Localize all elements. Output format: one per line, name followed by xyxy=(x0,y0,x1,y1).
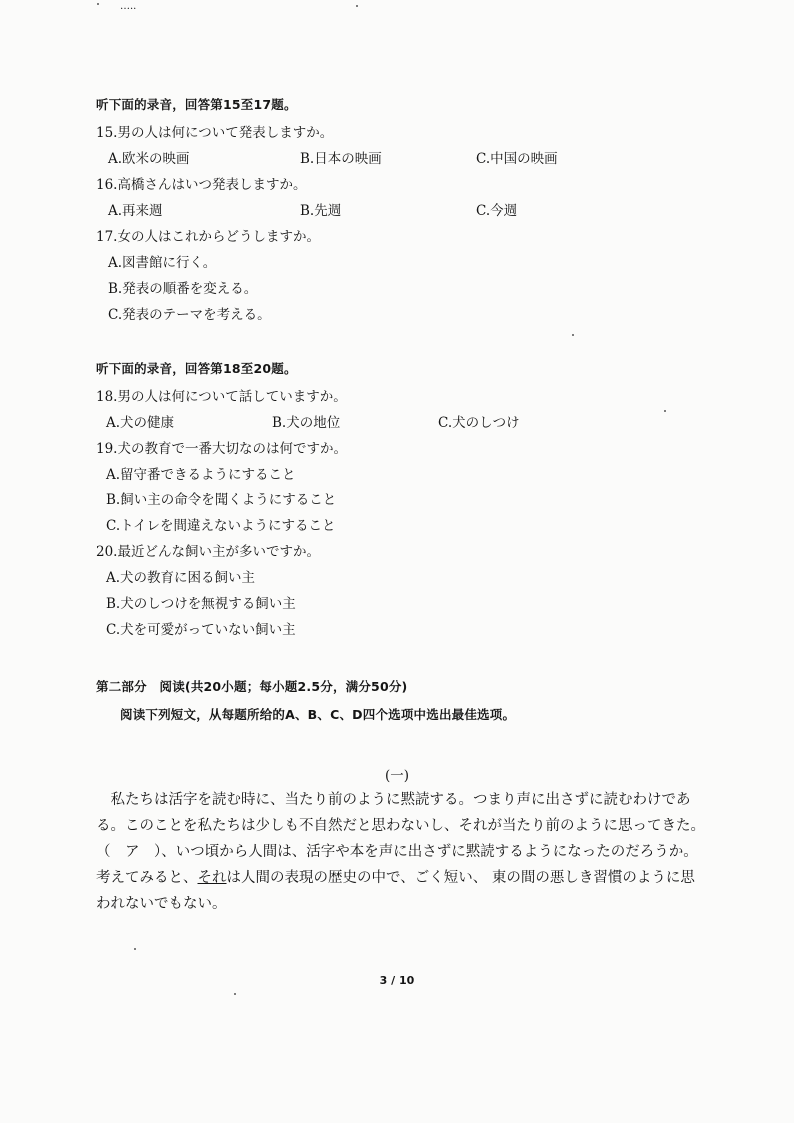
q17-option-c: C.発表のテーマを考える。 xyxy=(108,307,271,323)
part2-heading: 第二部分 阅读(共20小题；每小题2.5分，满分50分) xyxy=(96,679,408,694)
question-15: 15.男の人は何について発表しますか。 xyxy=(96,125,334,141)
q17-option-a: A.図書館に行く。 xyxy=(108,255,217,271)
q16-option-b: B.先週 xyxy=(300,203,342,219)
q18-option-c: C.犬のしつけ xyxy=(438,415,520,431)
passage-paragraph-2 xyxy=(96,839,706,917)
scan-speck xyxy=(572,334,574,336)
q20-option-b: B.犬のしつけを無視する飼い主 xyxy=(106,596,296,612)
paragraph-2-text-a: （ ア ）、いつ頃から人間は、活字や本を声に出さずに黙読するようになったのだろうか。考えてみると、 xyxy=(96,844,698,886)
q20-option-a: A.犬の教育に困る飼い主 xyxy=(106,570,256,586)
q19-option-b: B.飼い主の命令を聞くようにすること xyxy=(106,492,337,508)
paragraph-2-text-b: は人間の表現の歴史の中で、ごく短い、 東の間の悪しき習慣のように思われないでもない。 xyxy=(96,870,695,912)
page-number: 3 / 10 xyxy=(379,974,415,987)
q15-option-c: C.中国の映画 xyxy=(476,151,558,167)
q19-option-a: A.留守番できるようにすること xyxy=(106,467,296,483)
q16-option-c: C.今週 xyxy=(476,203,518,219)
scan-speck xyxy=(664,410,666,412)
section1-instruction: 听下面的录音，回答第15至17题。 xyxy=(96,97,297,112)
passage-paragraph-1: 私たちは活字を読む時に、当たり前のように黙読する。つまり声に出さずに読むわけである。このことを私たちは少しも不自然だと思わないし、それが当たり前のように思ってきた。 xyxy=(96,792,705,834)
scan-speck xyxy=(234,993,236,995)
q15-option-a: A.欧米の映画 xyxy=(108,151,190,167)
question-20: 20.最近どんな飼い主が多いですか。 xyxy=(96,544,320,560)
top-marks: ….. xyxy=(120,1,137,12)
question-19: 19.犬の教育で一番大切なのは何ですか。 xyxy=(96,441,347,457)
question-17: 17.女の人はこれからどうしますか。 xyxy=(96,229,320,245)
q16-option-a: A.再来週 xyxy=(108,203,163,219)
q20-option-c: C.犬を可愛がっていない飼い主 xyxy=(106,622,296,638)
q15-option-b: B.日本の映画 xyxy=(300,151,382,167)
part2-instruction: 阅读下列短文，从每题所给的A、B、C、D四个选项中选出最佳选项。 xyxy=(120,707,516,722)
q18-option-a: A.犬の健康 xyxy=(106,415,175,431)
scan-speck xyxy=(97,3,99,5)
q19-option-c: C.トイレを間違えないようにすること xyxy=(106,518,336,534)
section2-instruction: 听下面的录音，回答第18至20题。 xyxy=(96,361,297,376)
question-16: 16.高橋さんはいつ発表しますか。 xyxy=(96,177,307,193)
scan-speck xyxy=(356,5,358,7)
passage-title: (一) xyxy=(384,768,410,784)
underlined-word-sore: それ xyxy=(197,870,227,886)
scan-speck xyxy=(134,948,136,950)
q17-option-b: B.発表の順番を変える。 xyxy=(108,281,258,297)
question-18: 18.男の人は何について話していますか。 xyxy=(96,389,347,405)
q18-option-b: B.犬の地位 xyxy=(272,415,341,431)
